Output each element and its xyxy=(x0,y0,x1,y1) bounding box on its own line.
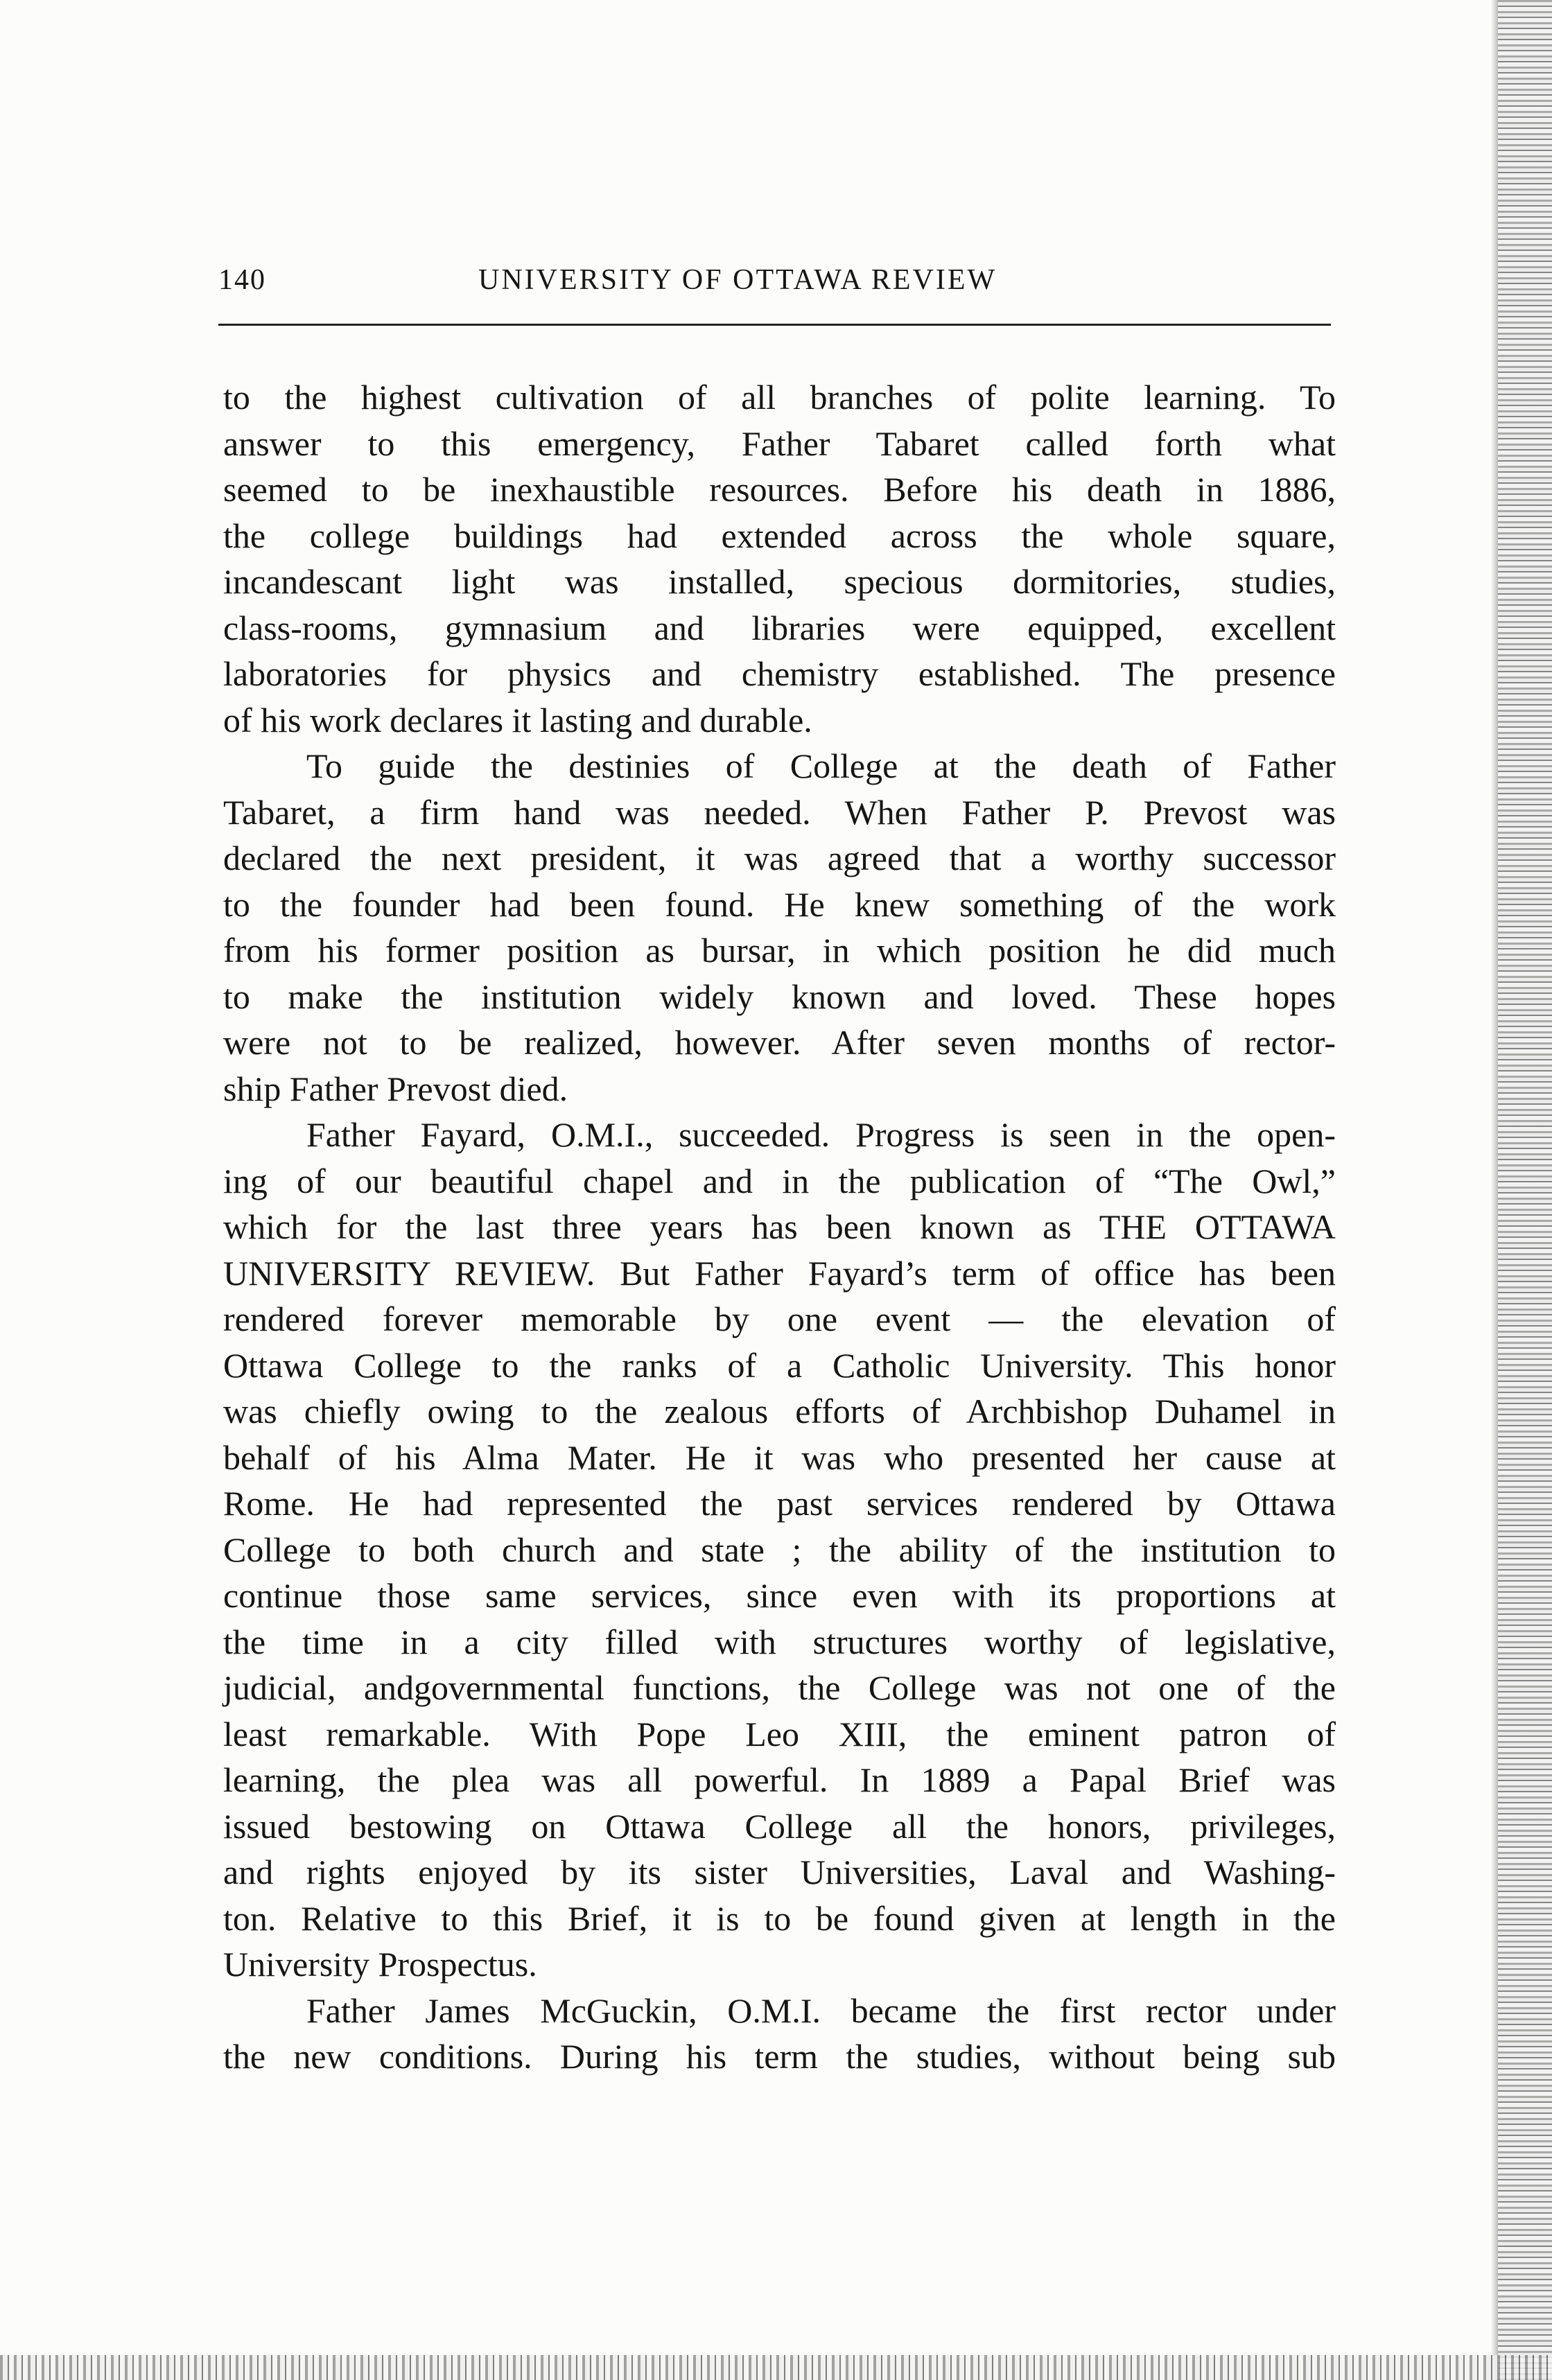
page-number: 140 xyxy=(218,264,266,296)
scan-page-edge-bottom xyxy=(0,2355,1552,2380)
text-line: declared the next president, it was agreed that a worthy successor xyxy=(223,839,1336,877)
text-line: UNIVERSITY REVIEW. But Father Fayard’s term of office has been xyxy=(223,1253,1336,1293)
text-line: the time in a city filled with structures worthy of legislative, xyxy=(223,1622,1336,1661)
text-line: issued bestowing on Ottawa College all the honors, privileges, xyxy=(223,1806,1336,1846)
text-line: Ottawa College to the ranks of a Catholic University. This honor xyxy=(223,1345,1336,1385)
text-line: to make the institution widely known and loved. These hopes xyxy=(223,977,1336,1016)
text-line: seemed to be inexhaustible resources. Before his death in 1886, xyxy=(223,470,1336,509)
text-line: of his work declares it lasting and durable. xyxy=(223,700,812,740)
text-line: to the highest cultivation of all branches of polite learning. To xyxy=(223,378,1336,417)
text-line: the new conditions. During his term the studies, without being sub xyxy=(223,2037,1336,2076)
text-line: judicial, andgovernmental functions, the College was not one of the xyxy=(223,1668,1336,1707)
text-line: Rome. He had represented the past services rendered by Ottawa xyxy=(223,1484,1336,1523)
paragraph-first-line: Father James McGuckin, O.M.I. became the first rector under xyxy=(306,1990,1336,2030)
text-line: ton. Relative to this Brief, it is to be found given at length in the xyxy=(223,1898,1336,1938)
text-line: to the founder had been found. He knew something of the work xyxy=(223,884,1336,924)
text-line: class-rooms, gymnasium and libraries were equipped, excellent xyxy=(223,608,1336,647)
paragraph-first-line: Father Fayard, O.M.I., succeeded. Progress is seen in the open- xyxy=(306,1115,1336,1154)
text-line: learning, the plea was all powerful. In 1889 a Papal Brief was xyxy=(223,1760,1336,1799)
text-line: incandescant light was installed, specious dormitories, studies, xyxy=(223,562,1336,601)
text-line: behalf of his Alma Mater. He it was who presented her cause at xyxy=(223,1437,1336,1477)
running-title: UNIVERSITY OF OTTAWA REVIEW xyxy=(478,264,997,296)
text-line: ing of our beautiful chapel and in the publication of “The Owl,” xyxy=(223,1161,1336,1200)
scan-page-edge-right xyxy=(1498,0,1552,2380)
header-rule xyxy=(218,324,1331,326)
text-line: was chiefly owing to the zealous efforts of Archbishop Duhamel in xyxy=(223,1392,1336,1430)
text-line: least remarkable. With Pope Leo XIII, the eminent patron of xyxy=(223,1714,1336,1753)
text-line: continue those same services, since even with its proportions at xyxy=(223,1576,1336,1615)
text-line: University Prospectus. xyxy=(223,1945,537,1984)
scan-edge-shadow xyxy=(1491,0,1498,2380)
text-line: Tabaret, a firm hand was needed. When Father P. Prevost was xyxy=(223,792,1336,832)
page-header xyxy=(218,263,1327,312)
text-line: ship Father Prevost died. xyxy=(223,1069,568,1108)
body-text xyxy=(223,374,1336,2080)
text-line: answer to this emergency, Father Tabaret called forth what xyxy=(223,423,1336,463)
paragraph-first-line: To guide the destinies of College at the death of Father xyxy=(306,746,1336,785)
text-line: laboratories for physics and chemistry established. The presence xyxy=(223,654,1336,693)
text-line: College to both church and state ; the ability of the institution to xyxy=(223,1530,1336,1569)
text-line: the college buildings had extended across the whole square, xyxy=(223,516,1336,555)
text-line: rendered forever memorable by one event — the elevation of xyxy=(223,1300,1336,1338)
text-line: which for the last three years has been known as THE OTTAWA xyxy=(223,1207,1336,1246)
text-line: were not to be realized, however. After seven months of rector- xyxy=(223,1023,1336,1062)
text-line: from his former position as bursar, in which position he did much xyxy=(223,931,1336,970)
text-line: and rights enjoyed by its sister Universities, Laval and Washing- xyxy=(223,1853,1336,1891)
